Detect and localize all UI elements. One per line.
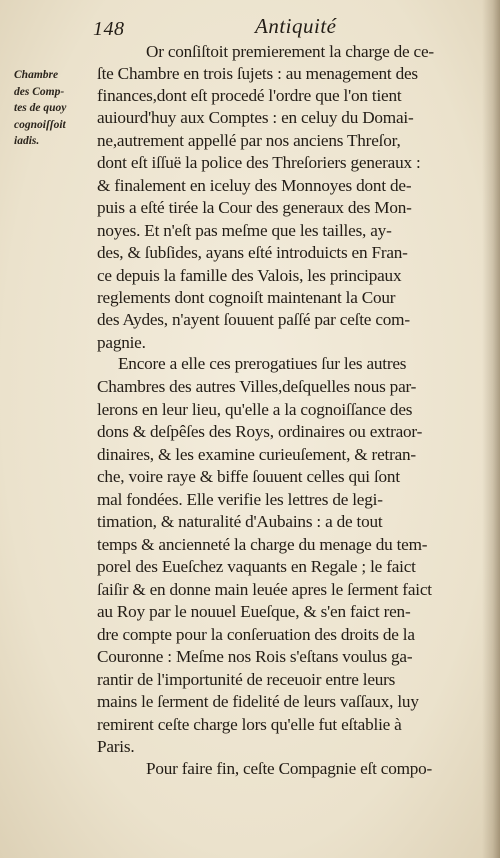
text-line: & finalement en iceluy des Monnoyes dont de- xyxy=(97,176,412,195)
text-line: rantir de l'importunité de receuoir entre leurs xyxy=(97,670,396,689)
text-line: ſaiſir & en donne main leuée apres le ſerment faict xyxy=(97,580,432,599)
text-line: dinaires, & les examine curieuſement, & retran- xyxy=(97,445,416,464)
text-line: porel des Eueſchez vaquants en Regale ; le faict xyxy=(97,557,416,576)
text-line: Chambres des autres Villes,deſquelles nous par- xyxy=(97,377,417,396)
margin-note-line: cognoiſſoit xyxy=(14,118,66,131)
text-line: Encore a elle ces prerogatiues ſur les autres xyxy=(118,354,407,373)
text-line: Couronne : Meſme nos Rois s'eſtans voulus ga- xyxy=(97,647,413,666)
text-line: puis a eſté tirée la Cour des generaux des Mon- xyxy=(97,198,412,217)
text-line: ſte Chambre en trois ſujets : au menagement des xyxy=(97,64,418,83)
text-line: noyes. Et n'eſt pas meſme que les tailles, ay- xyxy=(97,221,392,240)
text-line: pagnie. xyxy=(97,333,146,352)
text-line: finances,dont eſt procedé l'ordre que l'on tient xyxy=(97,86,402,105)
page-gutter-shadow xyxy=(482,0,500,858)
text-line: dont eſt iſſuë la police des Threſoriers generaux : xyxy=(97,153,421,172)
text-line: ce depuis la famille des Valois, les principaux xyxy=(97,266,402,285)
text-line: des, & ſubſides, ayans eſté introduicts en Fran- xyxy=(97,243,408,262)
margin-note-line: iadis. xyxy=(14,135,40,147)
margin-note-line: Chambre xyxy=(14,69,59,81)
text-line: mal fondées. Elle verifie les lettres de legi- xyxy=(97,490,383,509)
text-line: Pour faire fin, ceſte Compagnie eſt compo- xyxy=(146,759,433,778)
text-line: Paris. xyxy=(97,737,135,756)
text-line: Or conſiſtoit premierement la charge de ce- xyxy=(146,42,434,61)
text-line: timation, & naturalité d'Aubains : a de tout xyxy=(97,512,383,531)
margin-note-line: des Comp- xyxy=(14,85,65,98)
margin-note xyxy=(14,67,96,150)
text-line: dons & deſpêſes des Roys, ordinaires ou extraor- xyxy=(97,422,423,441)
text-line: mains le ſerment de fidelité de leurs vaſſaux, luy xyxy=(97,692,419,711)
text-line: lerons en leur lieu, qu'elle a la cognoiſſance des xyxy=(97,400,413,419)
text-line: au Roy par le nouuel Eueſque, & s'en faict ren- xyxy=(97,602,411,621)
margin-note-line: tes de quoy xyxy=(14,102,67,114)
text-line: auiourd'huy aux Comptes : en celuy du Domai- xyxy=(97,108,414,127)
text-line: temps & ancienneté la charge du menage du tem- xyxy=(97,535,428,554)
text-line: remirent ceſte charge lors qu'elle fut eſtablie à xyxy=(97,715,402,734)
text-line: des Aydes, n'ayent ſouuent paſſé par ceſte com- xyxy=(97,310,410,329)
text-line: ne,autrement appellé par nos anciens Threſor, xyxy=(97,131,401,150)
text-line: reglements dont cognoiſt maintenant la Cour xyxy=(97,288,396,307)
running-head-title: Antiquité xyxy=(255,14,337,38)
page-number: 148 xyxy=(93,18,125,40)
text-line: dre compte pour la conſeruation des droits de la xyxy=(97,625,415,644)
text-line: che, voire raye & biffe ſouuent celles qui ſont xyxy=(97,467,400,486)
